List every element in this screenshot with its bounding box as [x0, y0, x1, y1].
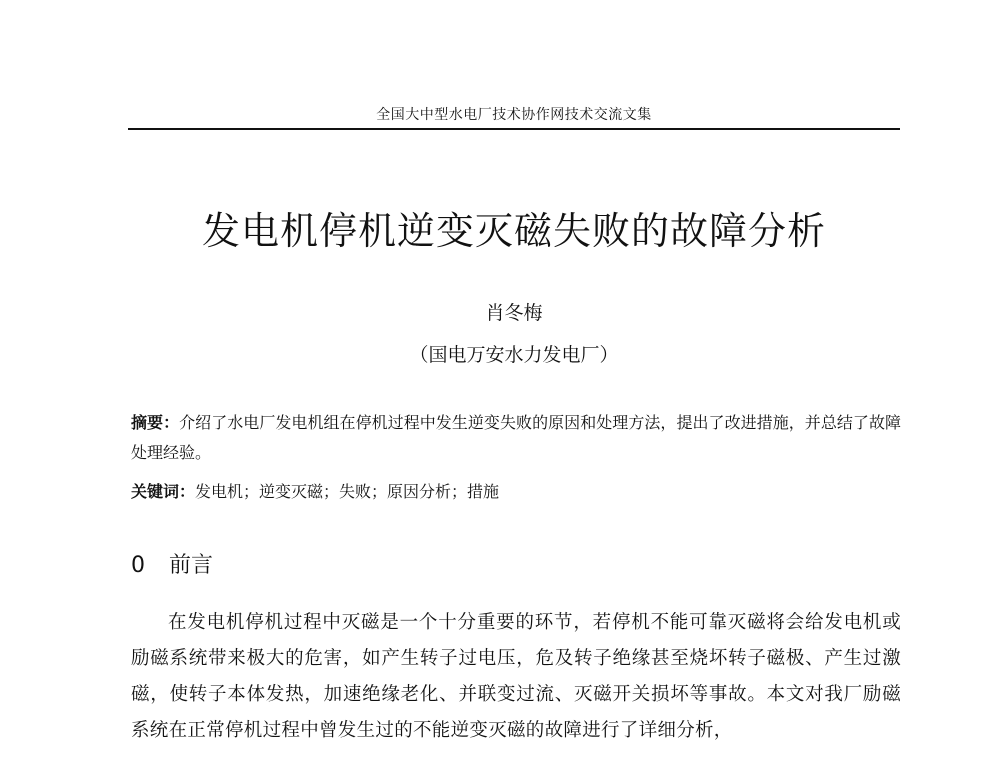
author-affiliation: （国电万安水力发电厂）	[409, 344, 619, 366]
section-heading	[131, 548, 213, 579]
abstract-label: 摘要：	[131, 413, 180, 432]
keywords-text: 发电机；逆变灭磁；失败；原因分析；措施	[195, 482, 500, 501]
keywords	[131, 478, 901, 506]
running-header: 全国大中型水电厂技术协作网技术交流文集	[376, 107, 652, 123]
header-rule	[128, 128, 900, 130]
body-paragraph: 在发电机停机过程中灭磁是一个十分重要的环节，若停机不能可靠灭磁将会给发电机或励磁系统带来极大的危害，如产生转子过电压，危及转子绝缘甚至烧坏转子磁极、产生过激磁，使转子本体发热，加速绝缘老化、并联变过流、灭磁开关损坏等事故。本文对我厂励磁系统在正常停机过程中曾发生过的不能逆变灭磁的故障进行了详细分析，	[131, 612, 901, 741]
article-title: 发电机停机逆变灭磁失败的故障分析	[201, 209, 826, 253]
abstract-text: 介绍了水电厂发电机组在停机过程中发生逆变失败的原因和处理方法，提出了改进措施，并总结了故障处理经验。	[131, 413, 901, 462]
section-number: 0	[131, 553, 145, 578]
author-name: 肖冬梅	[485, 302, 543, 324]
keywords-label: 关键词：	[131, 482, 196, 501]
section-title: 前言	[169, 553, 214, 578]
abstract	[131, 408, 901, 468]
